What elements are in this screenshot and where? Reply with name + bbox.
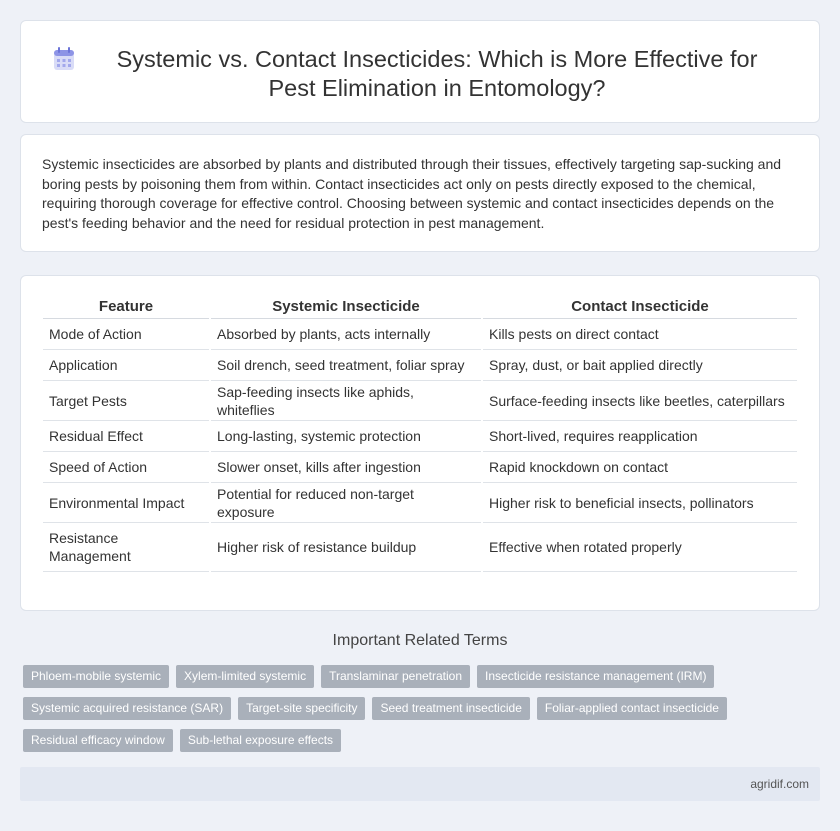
related-term-tag[interactable]: Target-site specificity <box>238 697 365 720</box>
table-row <box>43 483 797 523</box>
row-feature-cell: Speed of Action <box>43 452 209 483</box>
row-feature-cell: Target Pests <box>43 381 209 421</box>
row-feature-cell: Residual Effect <box>43 421 209 452</box>
row-systemic-cell: Potential for reduced non-target exposure <box>211 483 481 523</box>
row-systemic-cell: Higher risk of resistance buildup <box>211 523 481 572</box>
intro-card <box>20 134 820 252</box>
row-systemic-cell: Slower onset, kills after ingestion <box>211 452 481 483</box>
intro-paragraph: Systemic insecticides are absorbed by plants and distributed through their tissues, effectively targeting sap-sucking and boring pests by poisoning them from within. Contact insecticides act only on pests directly exposed to the chemical, requiring thorough coverage for effective control. Choosing between systemic and contact insecticides depends on the pest's feeding behavior and the need for residual protection in pest management. <box>42 156 782 231</box>
row-systemic-cell: Sap-feeding insects like aphids, whiteflies <box>211 381 481 421</box>
related-term-tag[interactable]: Systemic acquired resistance (SAR) <box>23 697 231 720</box>
row-contact-cell: Spray, dust, or bait applied directly <box>483 350 797 381</box>
related-term-tag[interactable]: Foliar-applied contact insecticide <box>537 697 727 720</box>
related-term-tag[interactable]: Translaminar penetration <box>321 665 470 688</box>
related-terms-tags <box>23 665 743 761</box>
row-feature-cell: Mode of Action <box>43 319 209 350</box>
row-feature-cell: Application <box>43 350 209 381</box>
row-feature-cell: Resistance Management <box>43 523 209 572</box>
row-systemic-cell: Soil drench, seed treatment, foliar spray <box>211 350 481 381</box>
table-header-row <box>43 293 797 319</box>
table-row <box>43 452 797 483</box>
row-systemic-cell: Absorbed by plants, acts internally <box>211 319 481 350</box>
related-term-tag[interactable]: Phloem-mobile systemic <box>23 665 169 688</box>
tag-row <box>23 729 743 752</box>
header-feature: Feature <box>43 293 209 319</box>
related-term-tag[interactable]: Xylem-limited systemic <box>176 665 314 688</box>
table-row <box>43 421 797 452</box>
row-contact-cell: Kills pests on direct contact <box>483 319 797 350</box>
row-contact-cell: Higher risk to beneficial insects, pollinators <box>483 483 797 523</box>
related-term-tag[interactable]: Insecticide resistance management (IRM) <box>477 665 714 688</box>
comparison-table-card <box>20 275 820 611</box>
page-title: Systemic vs. Contact Insecticides: Which is More Effective for Pest Elimination in Entomology? <box>116 46 758 101</box>
table-row <box>43 319 797 350</box>
related-term-tag[interactable]: Seed treatment insecticide <box>372 697 529 720</box>
table-row <box>43 350 797 381</box>
related-term-tag[interactable]: Residual efficacy window <box>23 729 173 752</box>
row-contact-cell: Rapid knockdown on contact <box>483 452 797 483</box>
tag-row <box>23 697 743 720</box>
row-feature-cell: Environmental Impact <box>43 483 209 523</box>
row-contact-cell: Short-lived, requires reapplication <box>483 421 797 452</box>
comparison-table <box>41 293 799 572</box>
row-systemic-cell: Long-lasting, systemic protection <box>211 421 481 452</box>
table-row <box>43 523 797 572</box>
footer <box>20 767 820 801</box>
title-card <box>20 20 820 123</box>
header-contact: Contact Insecticide <box>483 293 797 319</box>
row-contact-cell: Effective when rotated properly <box>483 523 797 572</box>
related-term-tag[interactable]: Sub-lethal exposure effects <box>180 729 341 752</box>
row-contact-cell: Surface-feeding insects like beetles, caterpillars <box>483 381 797 421</box>
footer-site-link[interactable]: agridif.com <box>750 777 809 791</box>
table-row <box>43 381 797 421</box>
related-terms-heading: Important Related Terms <box>332 632 508 649</box>
tag-row <box>23 665 743 688</box>
header-systemic: Systemic Insecticide <box>211 293 481 319</box>
